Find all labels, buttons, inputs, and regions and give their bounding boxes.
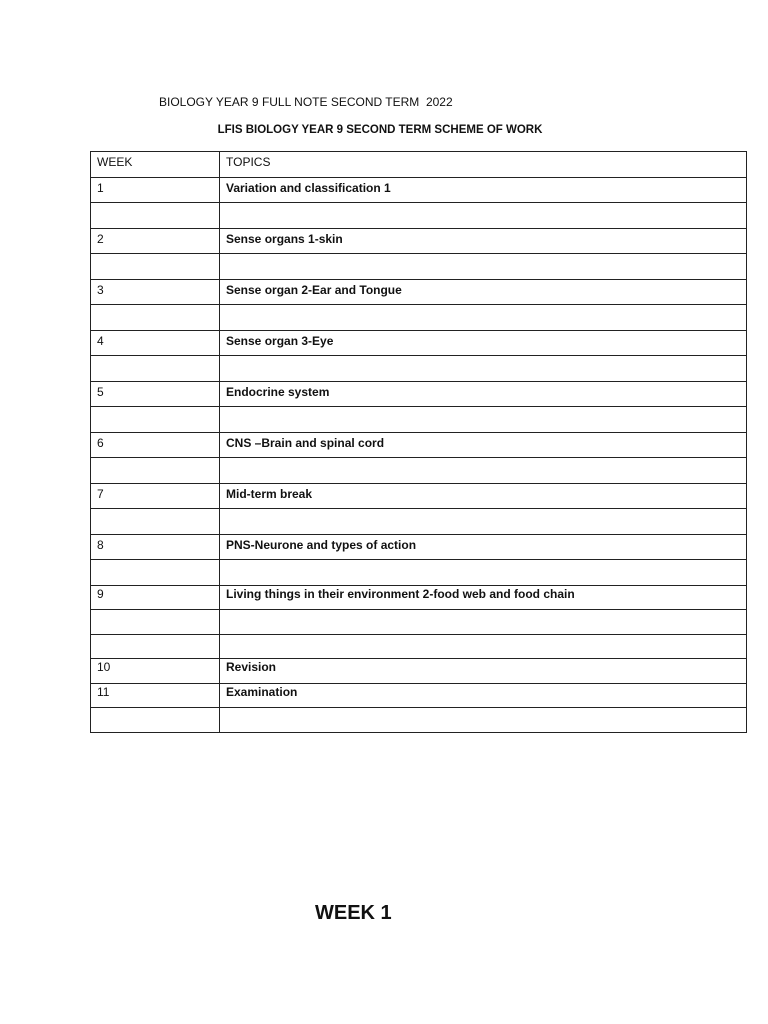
document-heading: BIOLOGY YEAR 9 FULL NOTE SECOND TERM 2022	[159, 95, 453, 109]
week-cell: 4	[91, 330, 220, 356]
table-row	[91, 228, 747, 254]
week-cell	[91, 203, 220, 229]
table-row	[91, 330, 747, 356]
table-row	[91, 708, 747, 733]
week-cell	[91, 254, 220, 280]
week-column-header: WEEK	[91, 152, 220, 178]
topic-cell: Variation and classification 1	[220, 177, 747, 203]
table-row	[91, 381, 747, 407]
table-row	[91, 683, 747, 708]
week-cell: 5	[91, 381, 220, 407]
week-cell	[91, 634, 220, 659]
topic-cell: Sense organ 3-Eye	[220, 330, 747, 356]
week-cell	[91, 560, 220, 586]
scheme-of-work-title: LFIS BIOLOGY YEAR 9 SECOND TERM SCHEME OF WORK	[217, 124, 543, 136]
table-row	[91, 458, 747, 484]
table-row	[91, 509, 747, 535]
table-header-row	[91, 152, 747, 178]
week-cell	[91, 509, 220, 535]
week-cell: 6	[91, 432, 220, 458]
topic-cell: Living things in their environment 2-food web and food chain	[220, 585, 747, 610]
scheme-of-work-table	[90, 151, 747, 733]
week-cell	[91, 610, 220, 635]
week-cell	[91, 458, 220, 484]
table-row	[91, 483, 747, 509]
table-row	[91, 177, 747, 203]
week-cell: 8	[91, 534, 220, 560]
week-cell: 1	[91, 177, 220, 203]
topic-cell: Endocrine system	[220, 381, 747, 407]
table-row	[91, 254, 747, 280]
week-cell: 9	[91, 585, 220, 610]
topics-column-header: TOPICS	[220, 152, 747, 178]
table-row	[91, 407, 747, 433]
table-row	[91, 203, 747, 229]
topic-cell: PNS-Neurone and types of action	[220, 534, 747, 560]
table-row	[91, 634, 747, 659]
topic-cell: Examination	[220, 683, 747, 708]
topic-cell	[220, 356, 747, 382]
topic-cell	[220, 458, 747, 484]
table-row	[91, 305, 747, 331]
week-cell	[91, 305, 220, 331]
topic-cell	[220, 634, 747, 659]
table-row	[91, 585, 747, 610]
topic-cell: Sense organ 2-Ear and Tongue	[220, 279, 747, 305]
table-row	[91, 659, 747, 684]
topic-cell: CNS –Brain and spinal cord	[220, 432, 747, 458]
week-cell	[91, 407, 220, 433]
week-cell: 3	[91, 279, 220, 305]
table-row	[91, 610, 747, 635]
topic-cell	[220, 560, 747, 586]
table-row	[91, 560, 747, 586]
table-row	[91, 534, 747, 560]
week-cell: 2	[91, 228, 220, 254]
week-cell	[91, 708, 220, 733]
topic-cell: Sense organs 1-skin	[220, 228, 747, 254]
topic-cell	[220, 305, 747, 331]
week-cell: 7	[91, 483, 220, 509]
topic-cell	[220, 254, 747, 280]
week-cell: 10	[91, 659, 220, 684]
week-1-title: WEEK 1	[315, 902, 392, 924]
topic-cell	[220, 509, 747, 535]
topic-cell	[220, 203, 747, 229]
table-row	[91, 432, 747, 458]
week-cell	[91, 356, 220, 382]
table-row	[91, 279, 747, 305]
topic-cell: Mid-term break	[220, 483, 747, 509]
table-row	[91, 356, 747, 382]
topic-cell: Revision	[220, 659, 747, 684]
topic-cell	[220, 708, 747, 733]
week-cell: 11	[91, 683, 220, 708]
topic-cell	[220, 610, 747, 635]
topic-cell	[220, 407, 747, 433]
